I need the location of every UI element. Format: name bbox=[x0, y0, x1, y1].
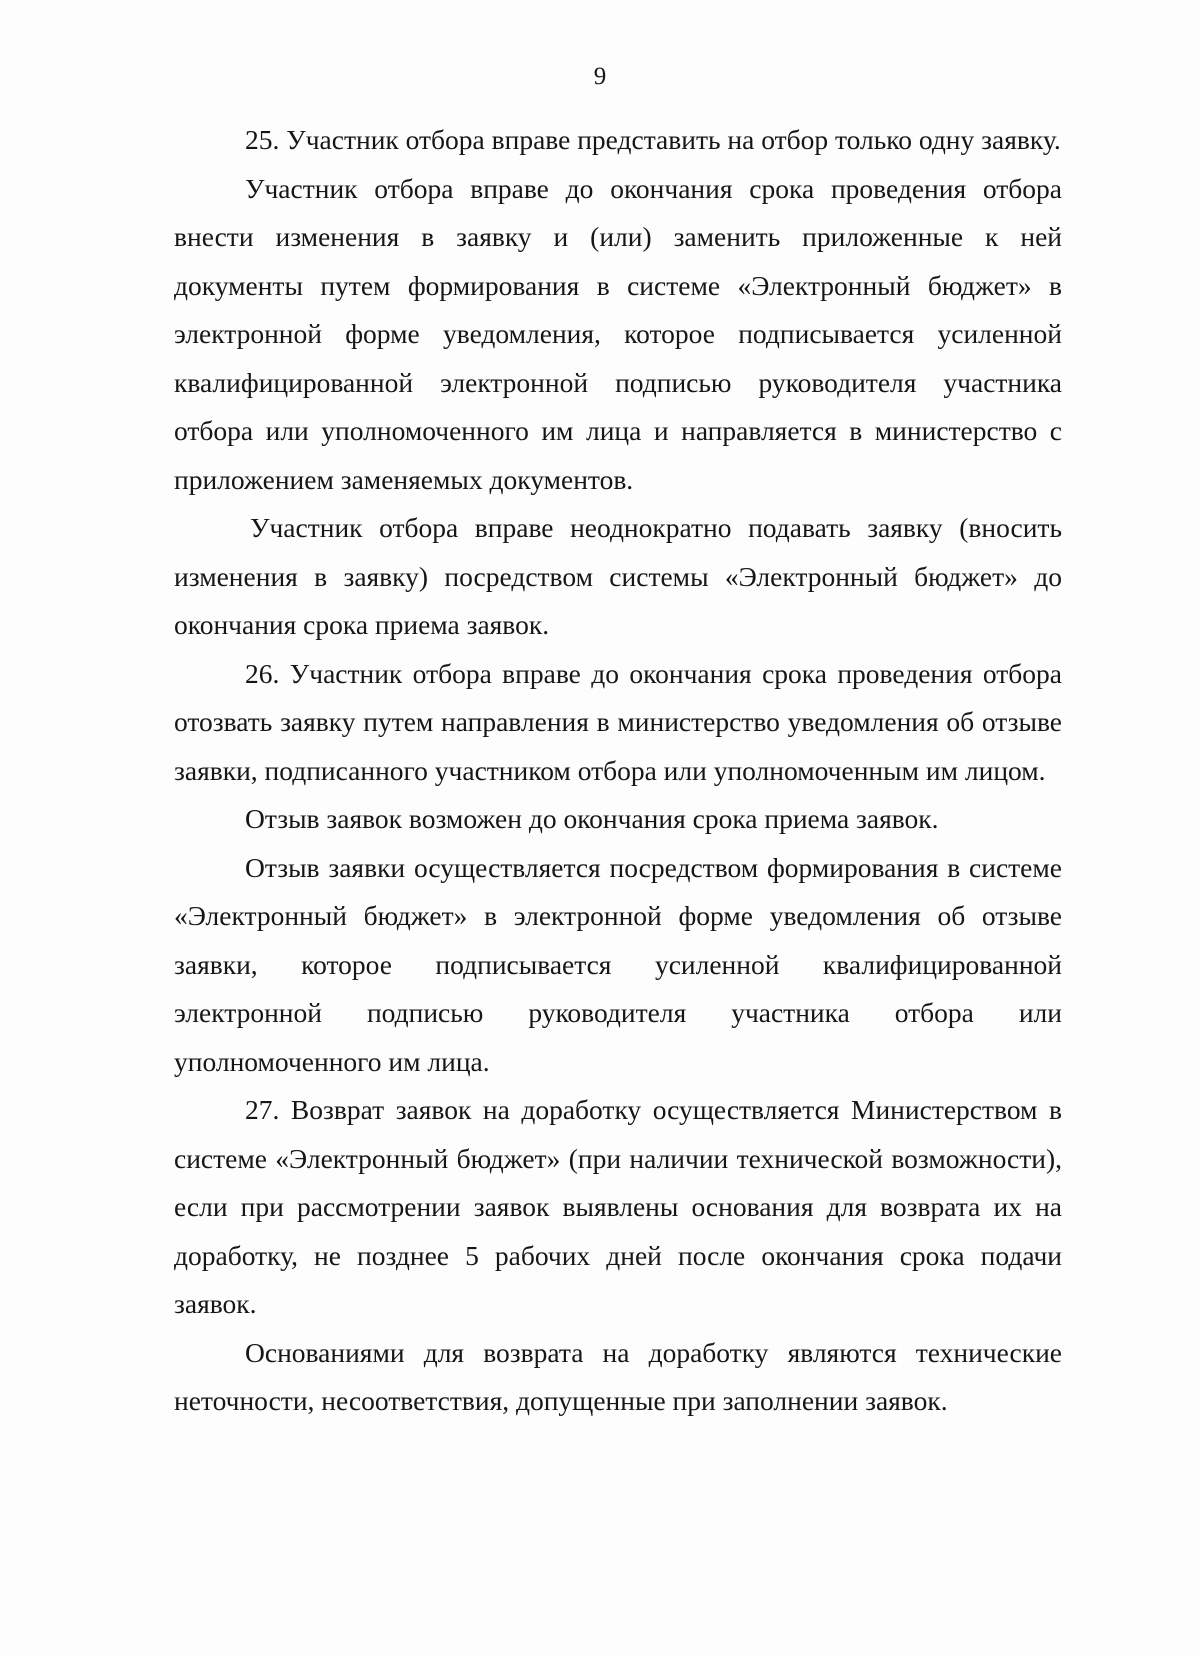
paragraph-25-changes: Участник отбора вправе до окончания срока проведения отбора внести изменения в заявку и (или) заменить приложенные к ней документы путем формирования в системе «Электронный бюджет» в электронной форме уведомления, которое подписывается усиленной квалифицированной электронной подписью руководителя участника отбора или уполномоченного им лица и направляется в министерство с приложением заменяемых документов. bbox=[174, 172, 1062, 495]
paragraph-25-resubmit: Участник отбора вправе неоднократно подавать заявку (вносить изменения в заявку) посредством системы «Электронный бюджет» до окончания срока приема заявок. bbox=[174, 512, 1062, 640]
paragraph-26-procedure: Отзыв заявки осуществляется посредством формирования в системе «Электронный бюджет» в электронной форме уведомления об отзыве заявки, которое подписывается усиленной квалифицированной электронной подписью руководителя участника отбора или уполномоченного им лица. bbox=[174, 851, 1062, 1077]
page-number: 9 bbox=[593, 63, 607, 90]
paragraph-26: 26. Участник отбора вправе до окончания срока проведения отбора отозвать заявку путем направления в министерство уведомления об отзыве заявки, подписанного участником отбора или уполномоченным им лицом. bbox=[174, 657, 1062, 786]
paragraph-26-deadline: Отзыв заявок возможен до окончания срока приема заявок. bbox=[245, 803, 939, 834]
paragraph-27-grounds: Основаниями для возврата на доработку являются технические неточности, несоответствия, допущенные при заполнении заявок. bbox=[174, 1336, 1062, 1416]
document-body bbox=[174, 116, 1062, 1426]
paragraph-25: 25. Участник отбора вправе представить на отбор только одну заявку. bbox=[245, 124, 1061, 155]
paragraph-27: 27. Возврат заявок на доработку осуществляется Министерством в системе «Электронный бюджет» (при наличии технической возможности), если при рассмотрении заявок выявлены основания для возврата их на доработку, не позднее 5 рабочих дней после окончания срока подачи заявок. bbox=[174, 1094, 1062, 1319]
